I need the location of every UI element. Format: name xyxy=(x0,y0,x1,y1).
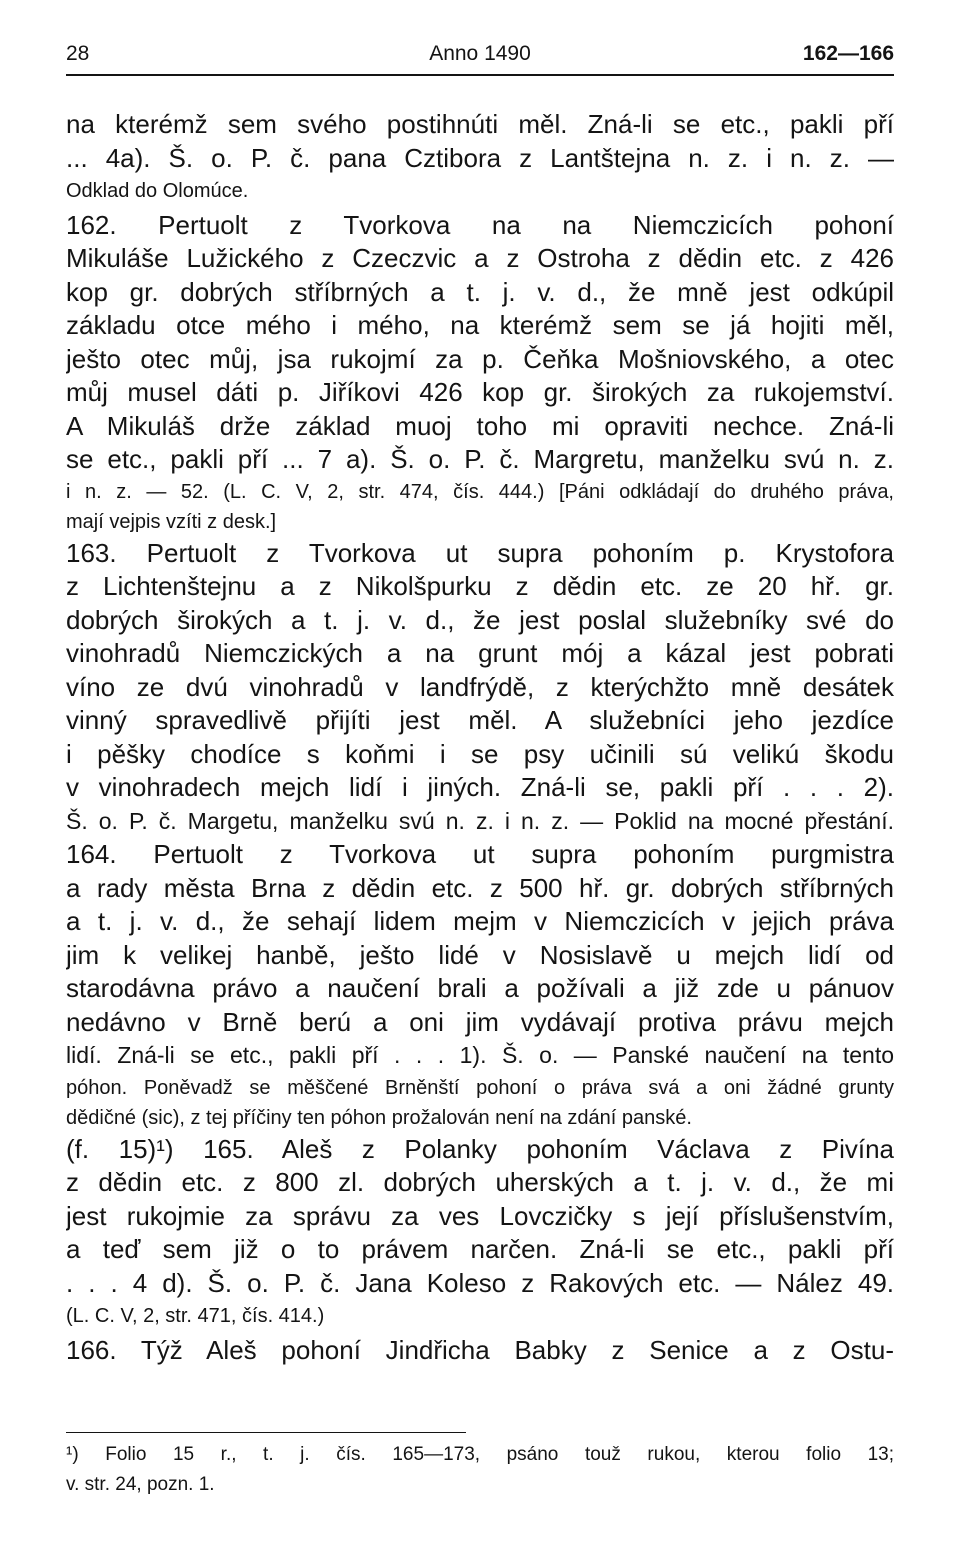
text-line: a teď sem již o to právem narčen. Zná-li se etc., pakli pří xyxy=(66,1234,894,1264)
text-line: vinný spravedlivě přijíti jest měl. A služebníci jeho jezdíce xyxy=(66,705,894,735)
text-line: starodávna právo a naučení brali a požívali a již zde u pánuov xyxy=(66,973,894,1003)
entry-166-line: 166. Týž Aleš pohoní Jindřicha Babky z Senice a z Ostu- xyxy=(66,1334,894,1365)
text-line: (L. C. V, 2, str. 471, čís. 414.) xyxy=(66,1305,325,1327)
entry-163-line: 163. Pertuolt z Tvorkova ut supra pohoním p. Krystofora xyxy=(66,537,894,568)
text-line: Odklad do Olomúce. xyxy=(66,180,249,202)
header-rule xyxy=(66,74,894,76)
text-line: nedávno v Brně berú a oni jim vydávají protiva právu mejch xyxy=(66,1006,894,1037)
text-line: můj musel dáti p. Jiříkovi 426 kop gr. širokých za rukojemství. xyxy=(66,377,894,407)
text-line: a rady města Brna z dědin etc. z 500 hř. gr. dobrých stříbrných xyxy=(66,872,894,903)
page-number: 28 xyxy=(66,42,90,65)
text-line: i n. z. — 52. (L. C. V, 2, str. 474, čís. 444.) [Páni odkládají do druhého práva, xyxy=(66,480,894,503)
entry-164-line: 164. Pertuolt z Tvorkova ut supra pohoním purgmistra xyxy=(66,839,894,869)
text-line: Mikuláše Lužického z Czeczvic a z Ostroha z dědin etc. z 426 xyxy=(66,243,894,273)
text-line: kop gr. dobrých stříbrných a t. j. v. d., že mně jest odkúpil xyxy=(66,276,894,307)
entry-162-line: 162. Pertuolt z Tvorkova na na Niemczicích pohoní xyxy=(66,209,894,240)
text-line: se etc., pakli pří ... 7 a). Š. o. P. č. Margretu, manželku svú n. z. xyxy=(66,444,894,474)
text-line: ješto otec můj, jsa rukojmí za p. Čeňka Mošniovského, a otec xyxy=(66,343,894,374)
text-line: dědičné (sic), z tej příčiny ten póhon prožalován není na zdání panské. xyxy=(66,1106,692,1129)
text-line: víno ze dvú vinohradů v landfrýdě, z kterýchžto mně desátek xyxy=(66,671,894,702)
text-line: A Mikuláš drže základ muoj toho mi opraviti nechce. Zná-li xyxy=(66,410,894,441)
body-text xyxy=(66,108,894,1367)
text-line: vinohradů Niemczických a na grunt mój a kázal jest pobrati xyxy=(66,638,894,668)
text-line: a t. j. v. d., že sehají lidem mejm v Niemczicích v jejich práva xyxy=(66,906,894,936)
text-line: v vinohradech mejch lidí i jiných. Zná-li se, pakli pří . . . 2). xyxy=(66,772,894,802)
footnote-line: ¹) Folio 15 r., t. j. čís. 165—173, psáno touž rukou, kterou folio 13; xyxy=(66,1444,894,1465)
entry-range: 162—166 xyxy=(802,42,894,65)
footnote-line: v. str. 24, pozn. 1. xyxy=(66,1474,215,1495)
text-line: z Lichtenštejnu a z Nikolšpurku z dědin etc. ze 20 hř. gr. xyxy=(66,571,894,601)
text-line: lidí. Zná-li se etc., pakli pří . . . 1). Š. o. — Panské naučení na tento xyxy=(66,1042,894,1068)
running-header xyxy=(66,38,894,78)
text-line: i pěšky chodíce s koňmi i se psy učinili sú velikú škodu xyxy=(66,738,894,769)
text-line: ... 4a). Š. o. P. č. pana Cztibora z Lantštejna n. z. i n. z. — xyxy=(66,142,894,173)
footnote xyxy=(66,1440,894,1500)
text-line: základu otce mého i mého, na kterémž sem se já hojiti měl, xyxy=(66,310,894,340)
text-line: jest rukojmie za správu za ves Lovczičky s její příslušenstvím, xyxy=(66,1200,894,1231)
text-line: jim k velikej hanbě, ješto lidé v Nosislavě u mejch lidí od xyxy=(66,939,894,970)
running-title: Anno 1490 xyxy=(429,42,531,65)
text-line: z dědin etc. z 800 zl. dobrých uherských a t. j. v. d., že mi xyxy=(66,1167,894,1197)
text-line: dobrých širokých a t. j. v. d., že jest poslal služebníky své do xyxy=(66,604,894,635)
footnote-rule xyxy=(66,1432,466,1433)
text-line: . . . 4 d). Š. o. P. č. Jana Koleso z Rakových etc. — Nález 49. xyxy=(66,1267,894,1298)
text-line: mají vejpis vzíti z desk.] xyxy=(66,510,277,533)
entry-165-line: (f. 15)¹) 165. Aleš z Polanky pohoním Václava z Pivína xyxy=(66,1133,894,1164)
text-line: póhon. Poněvadž se měščené Brněnští pohoní o práva svá a oni žádné grunty xyxy=(66,1076,894,1099)
text-line: na kterémž sem svého postihnúti měl. Zná-li se etc., pakli pří xyxy=(66,109,894,139)
text-line: Š. o. P. č. Margetu, manželku svú n. z. i n. z. — Poklid na mocné přestání. xyxy=(66,807,894,834)
